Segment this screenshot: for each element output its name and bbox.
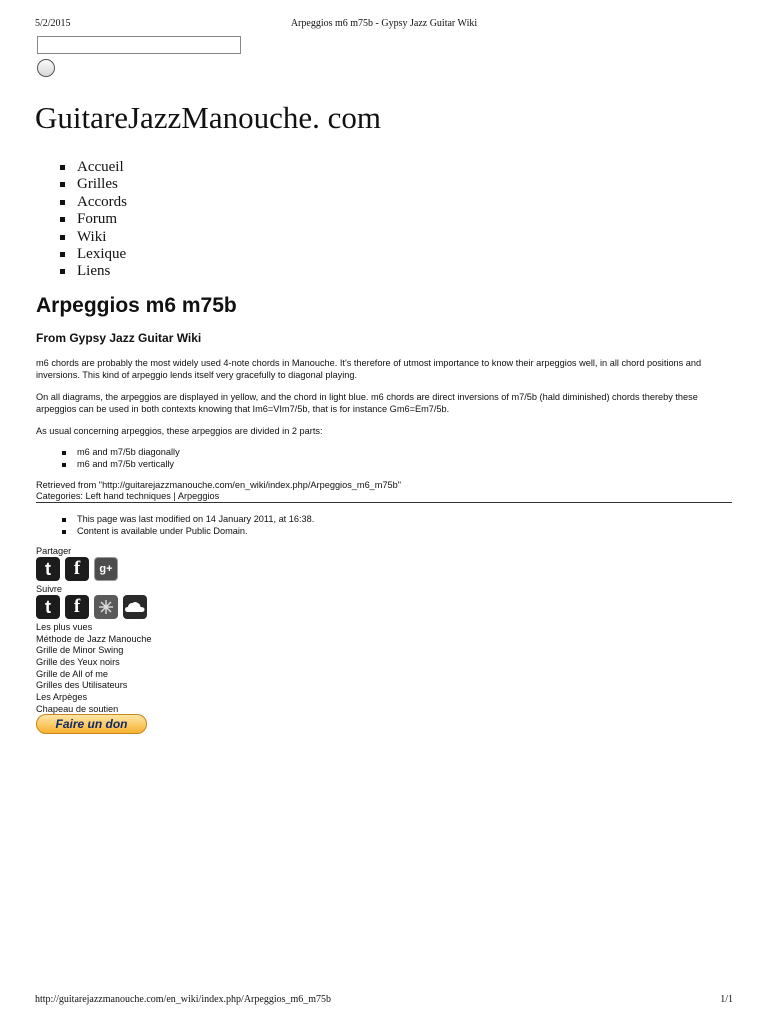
print-footer-url: http://guitarejazzmanouche.com/en_wiki/index.php/Arpeggios_m6_m75b	[35, 994, 332, 1005]
soundcloud-icon[interactable]	[123, 595, 147, 619]
popular-link[interactable]: Grille des Yeux noirs	[36, 657, 120, 668]
search-input[interactable]	[37, 36, 241, 54]
donate-button[interactable]: Faire un don	[36, 714, 147, 734]
newsletter-icon[interactable]	[94, 595, 118, 619]
follow-label: Suivre	[36, 584, 63, 594]
article-paragraph: On all diagrams, the arpeggios are displayed in yellow, and the chord in light blue. m6 chords are direct inversions of m7/5b (hald diminished) chords thereby these arpeggios can be used in both contexts knowing that Im6=VIm7/5b, that is for instance Gm6=Em7/5b.	[36, 392, 698, 414]
print-date: 5/2/2015	[35, 18, 71, 29]
last-modified: This page was last modified on 14 January 2011, at 16:38.	[62, 513, 314, 525]
popular-link[interactable]: Grille de Minor Swing	[36, 645, 124, 656]
list-item[interactable]: m6 and m7/5b diagonally	[62, 446, 180, 458]
site-title[interactable]: GuitareJazzManouche. com	[35, 100, 382, 135]
nav-link-grilles[interactable]: Grilles	[77, 176, 118, 193]
retrieved-link[interactable]: http://guitarejazzmanouche.com/en_wiki/index.php/Arpeggios_m6_m75b	[102, 480, 398, 490]
nav-item-wiki	[60, 229, 127, 246]
nav-link-liens[interactable]: Liens	[77, 263, 111, 280]
nav-item-forum	[60, 211, 127, 228]
nav-item-accords	[60, 194, 127, 211]
article-paragraph: As usual concerning arpeggios, these arpeggios are divided in 2 parts:	[36, 426, 323, 436]
category-separator: |	[173, 491, 176, 501]
nav-link-accords[interactable]: Accords	[77, 193, 127, 210]
popular-link[interactable]: Chapeau de soutien	[36, 703, 119, 714]
follow-icons	[36, 595, 147, 619]
page-subtitle: From Gypsy Jazz Guitar Wiki	[36, 331, 202, 345]
nav-link-forum[interactable]: Forum	[77, 211, 118, 228]
google-plus-icon[interactable]: g+	[94, 557, 118, 581]
article-paragraph: m6 chords are probably the most widely used 4-note chords in Manouche. It's therefore of utmost importance to know their arpeggios well, in all chord positions and inversions. This kind of arpeggio lends itself very gracefully to diagonal playing.	[36, 358, 702, 380]
retrieved-suffix: "	[397, 480, 402, 490]
share-icons	[36, 557, 118, 581]
license-info: Content is available under Public Domain.	[62, 525, 314, 537]
popular-title: Les plus vues	[36, 622, 93, 632]
main-nav	[60, 159, 127, 281]
list-item[interactable]: m6 and m7/5b vertically	[62, 458, 180, 470]
twitter-icon[interactable]: t	[36, 557, 60, 581]
categories-label: Categories:	[36, 491, 83, 501]
print-page-title: Arpeggios m6 m75b - Gypsy Jazz Guitar Wiki	[290, 18, 478, 29]
nav-link-lexique[interactable]: Lexique	[77, 245, 127, 262]
facebook-icon[interactable]: f	[65, 557, 89, 581]
nav-link-accueil[interactable]: Accueil	[77, 159, 124, 175]
nav-item-accueil	[60, 159, 127, 176]
print-page-count: 1/1	[720, 994, 733, 1005]
page-title: Arpeggios m6 m75b	[36, 294, 237, 317]
nav-item-lexique	[60, 246, 127, 263]
category-link[interactable]: Left hand techniques	[85, 491, 171, 501]
facebook-icon[interactable]: f	[65, 595, 89, 619]
page-info-list	[62, 513, 314, 537]
retrieved-prefix: Retrieved from "	[36, 480, 103, 490]
nav-item-grilles	[60, 176, 127, 193]
share-label: Partager	[36, 546, 72, 556]
arpeggio-parts-list	[62, 446, 180, 470]
category-link[interactable]: Arpeggios	[177, 491, 220, 501]
popular-pages	[36, 622, 151, 716]
popular-link[interactable]: Les Arpèges	[36, 692, 88, 703]
search-button[interactable]	[37, 59, 55, 77]
nav-item-liens	[60, 263, 127, 280]
nav-link-wiki[interactable]: Wiki	[77, 228, 107, 245]
popular-link[interactable]: Grilles des Utilisateurs	[36, 680, 128, 691]
categories-bar	[36, 490, 732, 503]
popular-link[interactable]: Grille de All of me	[36, 668, 108, 679]
twitter-icon[interactable]: t	[36, 595, 60, 619]
popular-link[interactable]: Méthode de Jazz Manouche	[36, 633, 152, 644]
